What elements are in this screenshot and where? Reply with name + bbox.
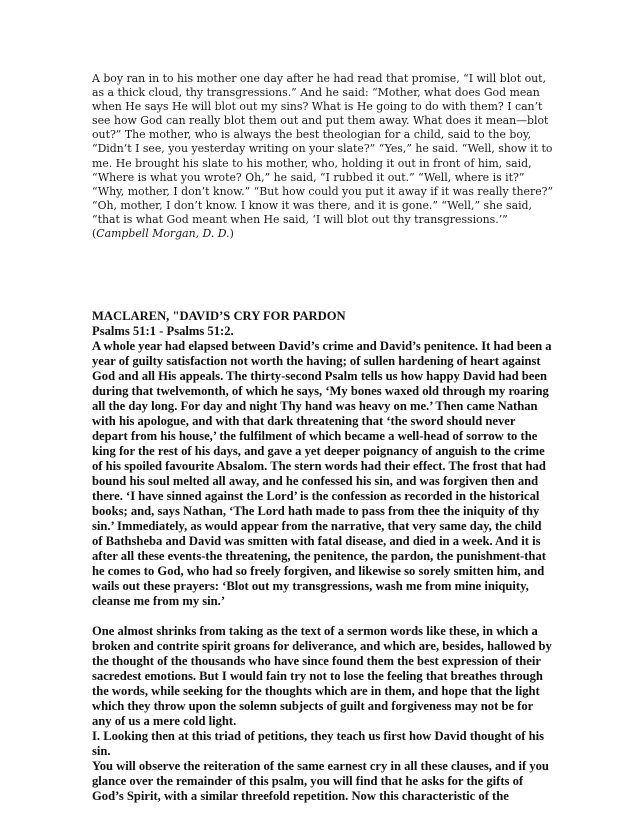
intro-paragraph xyxy=(92,72,554,241)
body-paragraph-3: I. Looking then at this triad of petitions, they teach us first how David thought of his sin. xyxy=(92,729,545,759)
body-paragraph-4: You will observe the reiteration of the same earnest cry in all these clauses, and if you glance over the remainder of this psalm, you will find that he asks for the gifts of God’s Spirit, with a similar threefold repetition. Now this characteristic of the xyxy=(92,759,549,804)
body-paragraph-2: One almost shrinks from taking as the text of a sermon words like these, in which a broken and contrite spirit groans for deliverance, and which are, besides, hallowed by the thought of the thousands who have since found them the best expression of their sacredest emotions. But I would fain try not to lose the feeling that breathes through the words, while seeking for the thoughts which are in them, and hope that the light which they throw upon the solemn subjects of guilt and forgiveness may not be for any of us a mere cold light. xyxy=(92,624,552,729)
section-reference: Psalms 51:1 - Psalms 51:2. xyxy=(92,324,234,339)
intro-citation: Campbell Morgan, D. D. xyxy=(96,227,230,241)
paragraph-gap xyxy=(92,609,554,624)
section-body xyxy=(92,339,554,804)
section-title: MACLAREN, "DAVID’S CRY FOR PARDON xyxy=(92,309,346,324)
intro-text: A boy ran in to his mother one day after he had read that promise, “I will blot out, as a thick cloud, thy transgressions.” And he said: “Mother, what does God mean when He says He will blot out my sins? What is He going to do with them? I can’t see how God can really blot them out and put them away. What does it mean—blot out?” The mother, who is always the best theologian for a child, said to the boy, “Didn’t I see, you yesterday writing on your slate?” “Yes,” he said. “Well, show it to me. He brought his slate to his mother, who, holding it out in front of him, said, “Where is what you wrote? Oh,” he said, “I rubbed it out.” “Well, where is it?” “Why, mother, I don’t know.” “But how could you put it away if it was really there?” “Oh, mother, I don’t know. I know it was there, and it is gone.” “Well,” she said, “that is what God meant when He said, ‘I will blot out thy transgressions.’” ( xyxy=(92,72,554,241)
document-page xyxy=(92,72,554,804)
body-paragraph-1: A whole year had elapsed between David’s crime and David’s penitence. It had been a year of guilty satisfaction not worth the having; of sullen hardening of heart against God and all His appeals. The thirty-second Psalm tells us how happy David had been during that twelvemonth, of which he says, ‘My bones waxed old through my roaring all the day long. For day and night Thy hand was heavy on me.’ Then came Nathan with his apologue, and with that dark threatening that ‘the sword should never depart from his house,’ the fulfilment of which became a well-head of sorrow to the king for the rest of his days, and gave a yet deeper poignancy of anguish to the crime of his spoiled favourite Absalom. The stern words had their effect. The frost that had bound his soul melted all away, and he confessed his sin, and was forgiven then and there. ‘I have sinned against the Lord’ is the confession as recorded in the historical books; and, says Nathan, ‘The Lord hath made to pass from thee the iniquity of thy sin.’ Immediately, as would appear from the narrative, that very same day, the child of Bathsheba and David was smitten with fatal disease, and died in a week. And it is after all these events-the threatening, the penitence, the pardon, the punishment-that he comes to God, who had so freely forgiven, and likewise so sorely smitten him, and wails out these prayers: ‘Blot out my transgressions, wash me from mine iniquity, cleanse me from my sin.’ xyxy=(92,339,552,609)
intro-close: ) xyxy=(229,227,234,241)
section-heading xyxy=(92,309,554,339)
